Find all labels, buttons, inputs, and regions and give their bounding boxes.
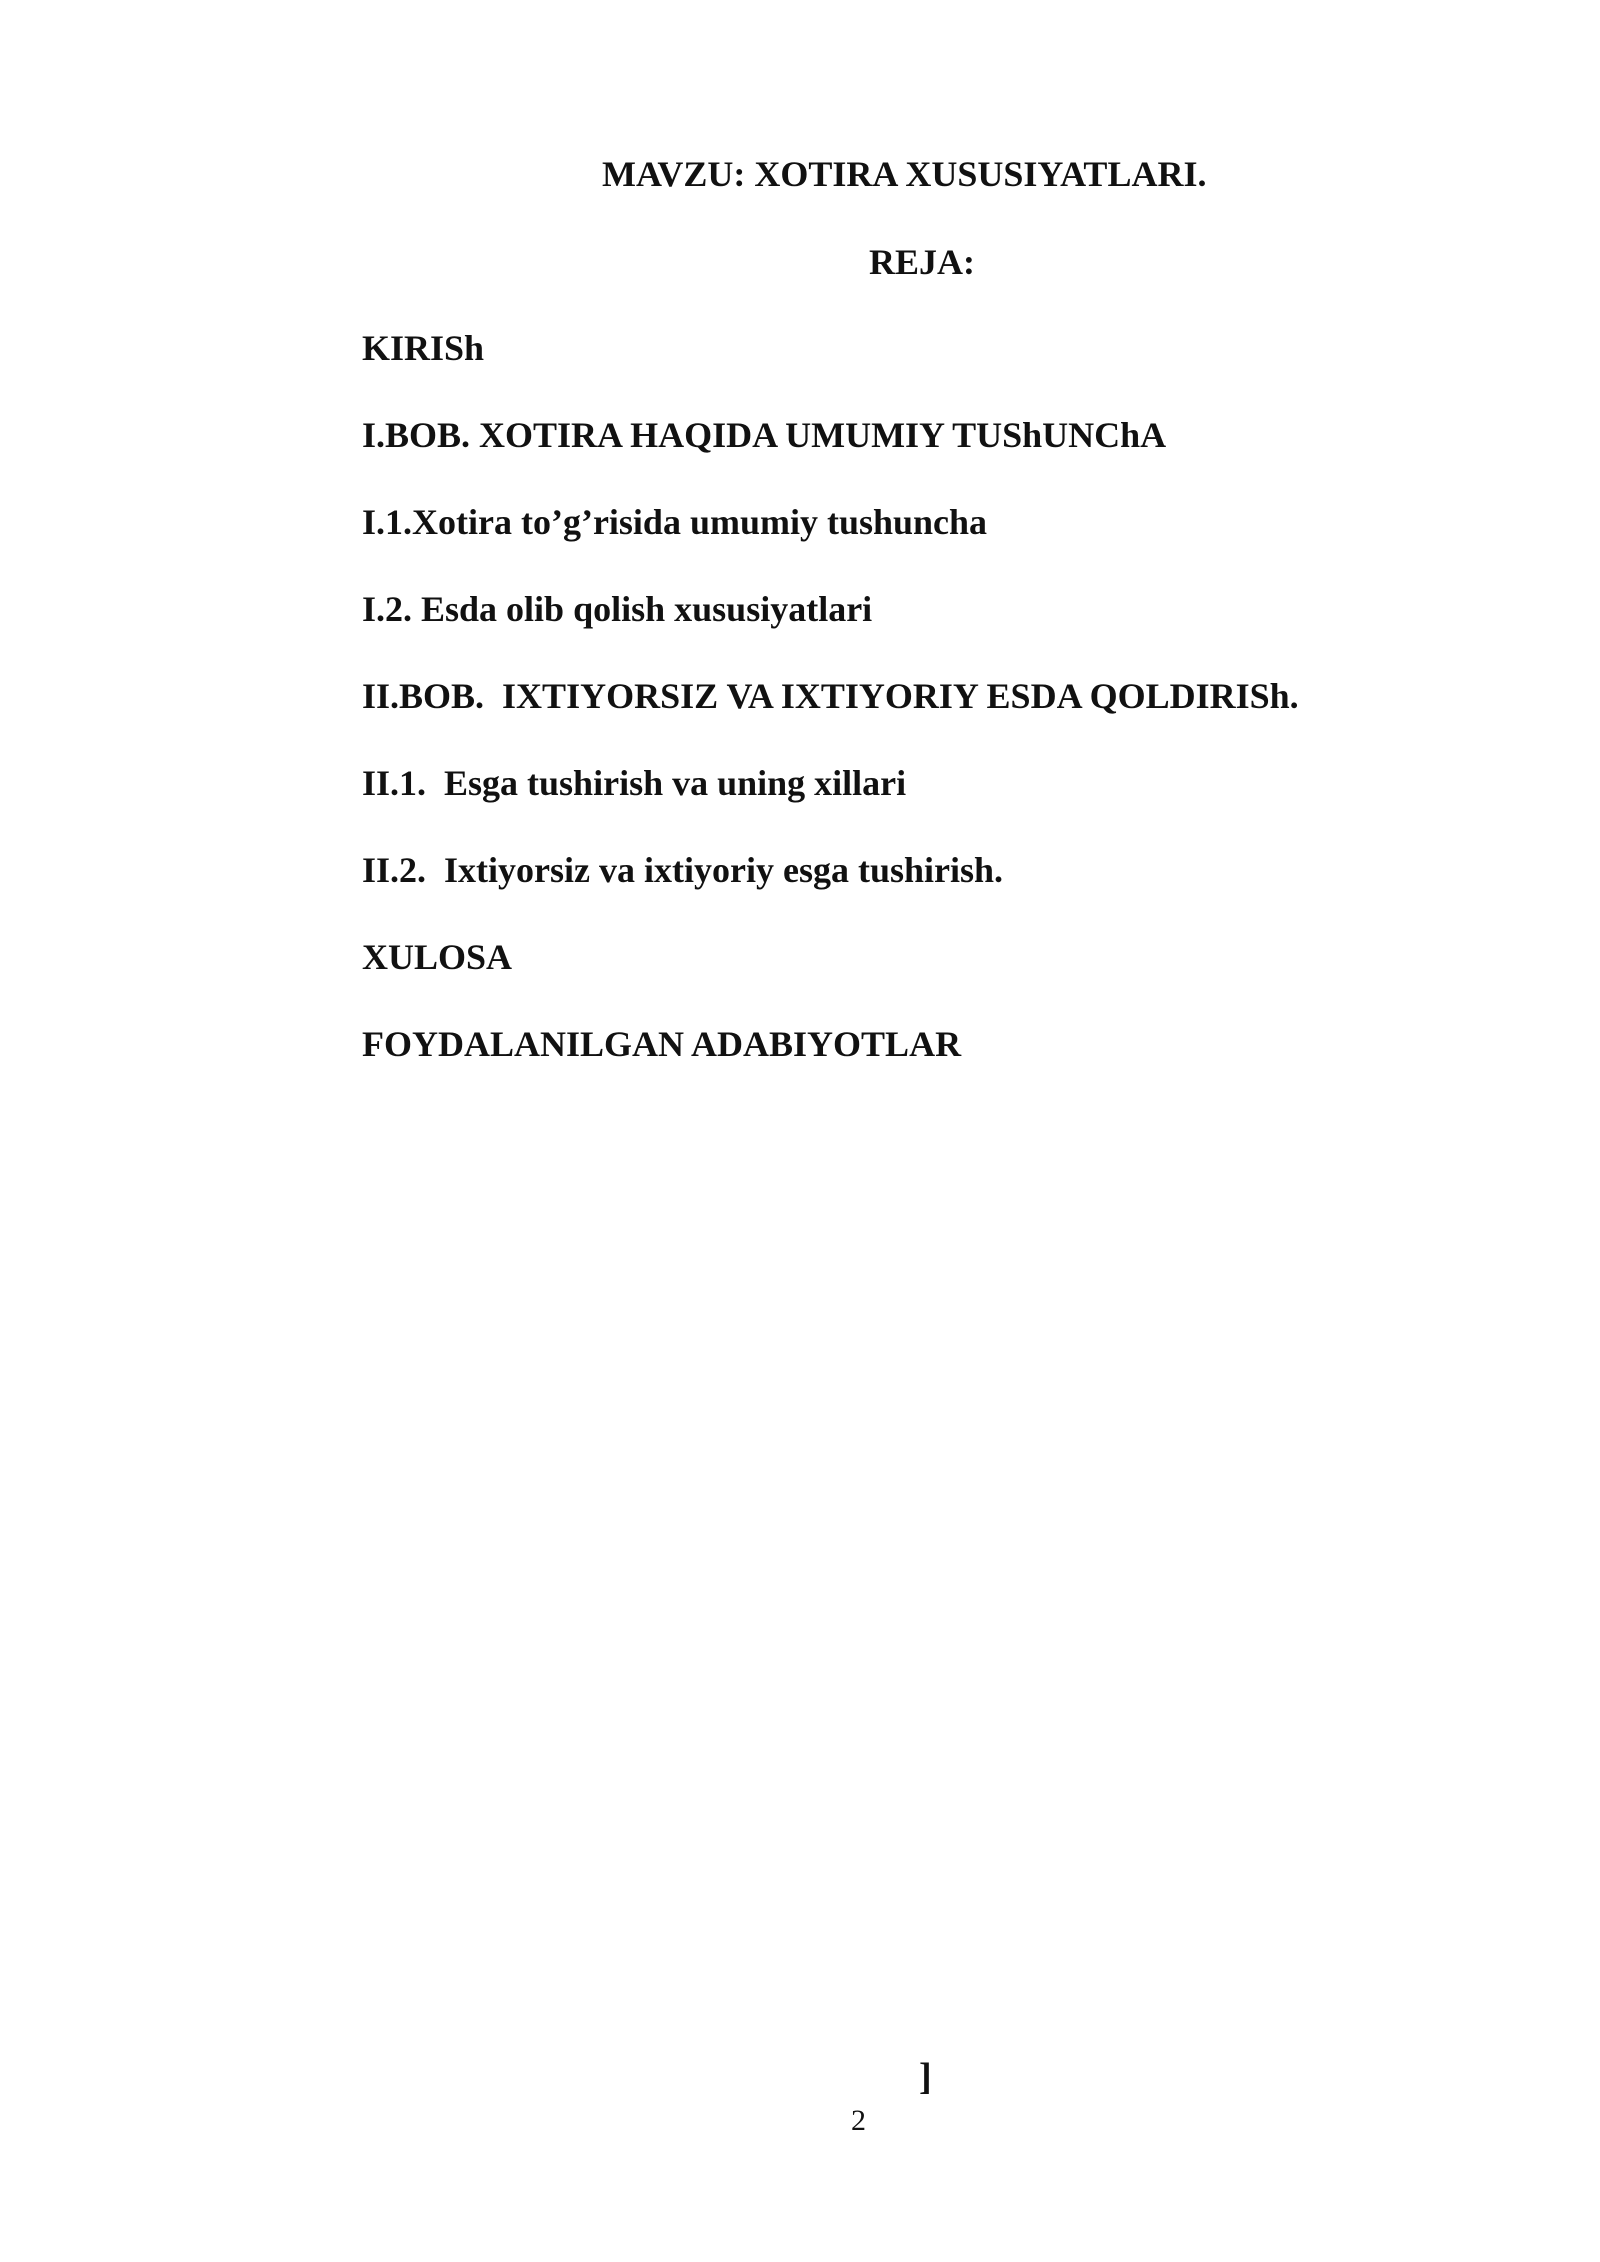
footer-mark: ]	[919, 2056, 932, 2098]
toc-item-introduction: KIRISh	[362, 328, 485, 368]
plan-heading: REJA:	[869, 242, 975, 282]
toc-item-section-2-2: II.2. Ixtiyorsiz va ixtiyoriy esga tushirish.	[362, 850, 1004, 890]
toc-item-section-1-2: I.2. Esda olib qolish xususiyatlari	[362, 589, 873, 629]
toc-item-chapter-2: II.BOB. IXTIYORSIZ VA IXTIYORIY ESDA QOLDIRISh.	[362, 676, 1299, 716]
toc-item-chapter-1: I.BOB. XOTIRA HAQIDA UMUMIY TUShUNChA	[362, 415, 1167, 455]
toc-item-section-1-1: I.1.Xotira to’g’risida umumiy tushuncha	[362, 502, 988, 542]
document-title: MAVZU: XOTIRA XUSUSIYATLARI.	[602, 154, 1207, 194]
table-of-contents	[362, 328, 1299, 1111]
toc-item-references: FOYDALANILGAN ADABIYOTLAR	[362, 1024, 962, 1064]
toc-item-conclusion: XULOSA	[362, 937, 513, 977]
page-number: 2	[851, 2104, 866, 2137]
toc-item-section-2-1: II.1. Esga tushirish va uning xillari	[362, 763, 907, 803]
